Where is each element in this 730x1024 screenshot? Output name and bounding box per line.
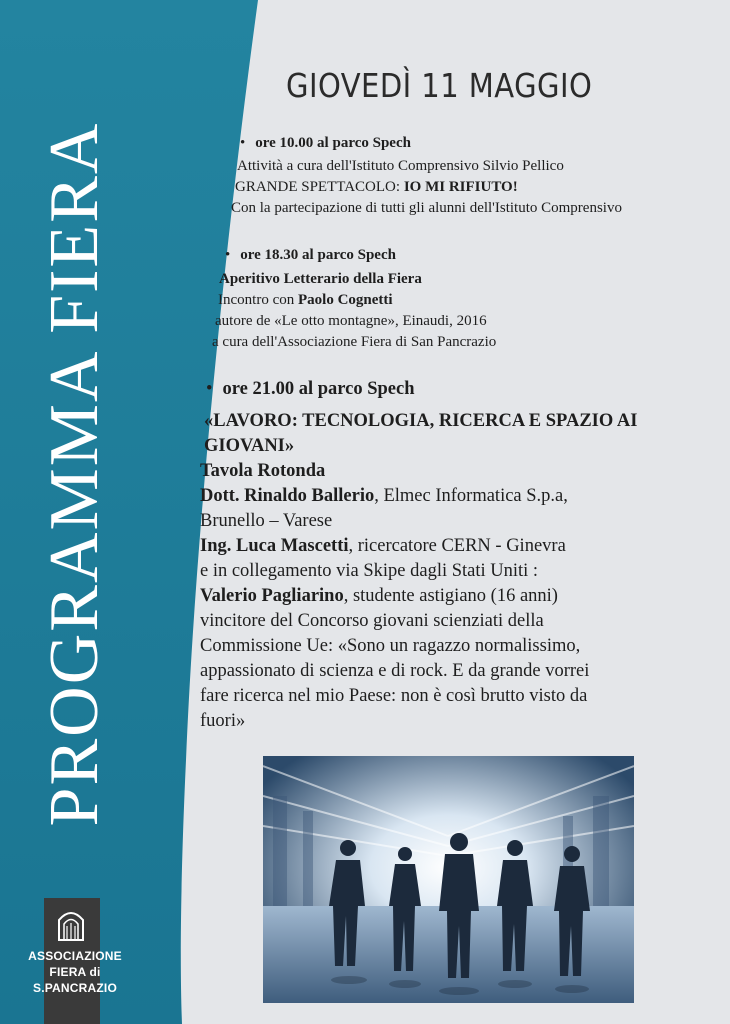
event-morning-time: • ore 10.00 al parco Spech — [240, 135, 411, 151]
event-morning-line-2: GRANDE SPETTACOLO: IO MI RIFIUTO! — [235, 179, 518, 195]
event-evening-line-2: Incontro con Paolo Cognetti — [218, 292, 393, 308]
event-evening — [225, 245, 396, 266]
event-evening-line-1: Aperitivo Letterario della Fiera — [219, 271, 422, 287]
event-date: GIOVEDÌ 11 MAGGIO — [286, 66, 593, 105]
business-people-photo — [263, 756, 634, 1003]
building-arch-icon — [56, 906, 86, 942]
association-logo — [0, 898, 150, 1024]
logo-line-3: S.PANCRAZIO — [33, 981, 117, 995]
event-morning — [240, 133, 411, 154]
speaker-2: Ing. Luca Mascetti, ricercatore CERN - Ginevra — [200, 536, 566, 556]
video-link-line: e in collegamento via Skipe dagli Stati Uniti : — [200, 561, 539, 581]
speaker-1: Dott. Rinaldo Ballerio, Elmec Informatica S.p.a, — [200, 486, 568, 506]
event-morning-line-1: Attività a cura dell'Istituto Comprensivo Silvio Pellico — [237, 158, 564, 174]
event-night-time: • ore 21.00 al parco Spech — [206, 379, 415, 399]
event-evening-line-3: autore de «Le otto montagne», Einaudi, 2016 — [215, 313, 487, 329]
logo-line-2: FIERA di — [49, 965, 101, 979]
speaker-3-desc-3: appassionato di scienza e di rock. E da grande vorrei — [200, 661, 590, 681]
logo-line-1: ASSOCIAZIONE — [28, 949, 122, 963]
speaker-1-place: Brunello – Varese — [200, 511, 333, 531]
speaker-3-desc-5: fuori» — [200, 711, 246, 731]
round-table-subtitle: Tavola Rotonda — [200, 461, 326, 481]
event-night-details — [200, 409, 637, 734]
round-table-title-2: GIOVANI» — [204, 436, 295, 456]
event-evening-details — [212, 269, 497, 353]
event-morning-line-3: Con la partecipazione di tutti gli alunni dell'Istituto Comprensivo — [231, 200, 622, 216]
event-evening-line-4: a cura dell'Associazione Fiera di San Pancrazio — [212, 334, 497, 350]
program-title: PROGRAMMA FIERA — [36, 121, 113, 827]
speaker-3-desc-4: fare ricerca nel mio Paese: non è così brutto visto da — [200, 686, 588, 706]
round-table-title-1: «LAVORO: TECNOLOGIA, RICERCA E SPAZIO AI — [204, 411, 638, 431]
event-evening-time: • ore 18.30 al parco Spech — [225, 247, 396, 263]
speaker-3: Valerio Pagliarino, studente astigiano (16 anni) — [200, 586, 558, 606]
speaker-3-desc-2: Commissione Ue: «Sono un ragazzo normalissimo, — [200, 636, 581, 656]
speaker-3-desc-1: vincitore del Concorso giovani scienziati della — [200, 611, 544, 631]
event-morning-details — [231, 156, 622, 219]
